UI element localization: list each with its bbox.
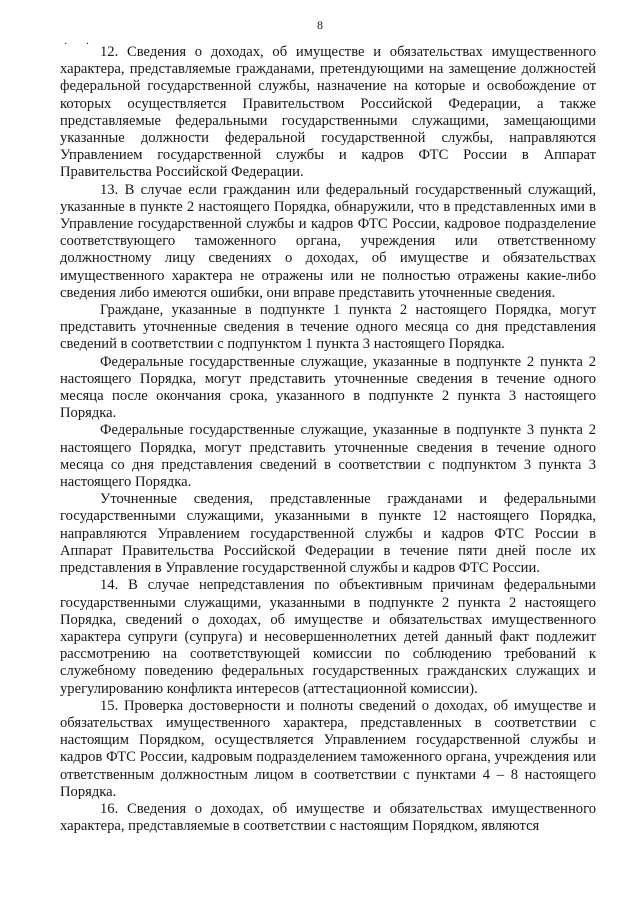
paragraph-13-clarified: Уточненные сведения, представленные гражданами и федеральными государственными служащими, указанными в пункте 12 настоящего Порядка, направляются Управлением государственной службы и кадров ФТС России в Аппарат Правительства Российской Федерации в течение пяти дней после их представления в Управление государственной службы и кадров ФТС России. <box>60 491 596 577</box>
paragraph-15: 15. Проверка достоверности и полноты сведений о доходах, об имуществе и обязательствах имущественного характера, представленных в соответствии с настоящим Порядком, осуществляется Управлением государственной службы и кадров ФТС России, кадровым подразделением таможенного органа, учреждения или ответственным должностным лицом в соответствии с пунктами 4 – 8 настоящего Порядка. <box>60 697 596 800</box>
paragraph-13-servants-sub2: Федеральные государственные служащие, указанные в подпункте 2 пункта 2 настоящего Порядка, могут представить уточненные сведения в течение одного месяца после окончания срока, указанного в подпункте 2 пункта 3 настоящего Порядка. <box>60 353 596 422</box>
paragraph-13-servants-sub3: Федеральные государственные служащие, указанные в подпункте 3 пункта 2 настоящего Порядка, могут представить уточненные сведения в течение одного месяца со дня представления сведений в соответствии с подпунктом 3 пункта 3 настоящего Порядка. <box>60 422 596 491</box>
paragraph-13-citizens: Граждане, указанные в подпункте 1 пункта 2 настоящего Порядка, могут представить уточненные сведения в течение одного месяца со дня представления сведений в соответствии с подпунктом 1 пункта 3 настоящего Порядка. <box>60 302 596 353</box>
paragraph-14: 14. В случае непредставления по объективным причинам федеральными государственными служащими, указанными в подпункте 2 пункта 2 настоящего Порядка, сведений о доходах, об имуществе и обязательствах имущественного характера супруги (супруга) и несовершеннолетних детей данный факт подлежит рассмотрению на соответствующей комиссии по соблюдению требований к служебному поведению федеральных государственных гражданских служащих и урегулированию конфликта интересов (аттестационной комиссии). <box>60 577 596 697</box>
paragraph-16: 16. Сведения о доходах, об имуществе и обязательствах имущественного характера, представляемые в соответствии с настоящим Порядком, являются <box>60 800 596 835</box>
page-number: 8 <box>317 18 323 32</box>
paragraph-12: 12. Сведения о доходах, об имуществе и обязательствах имущественного характера, представляемые гражданами, претендующими на замещение должностей федеральной государственной службы, назначение на которые и освобождение от которых осуществляется Правительством Российской Федерации, а также представляемые федеральными государственными служащими, замещающими указанные должности федеральной государственной службы, направляются Управлением государственной службы и кадров ФТС России в Аппарат Правительства Российской Федерации. <box>60 44 596 181</box>
paragraph-13: 13. В случае если гражданин или федеральный государственный служащий, указанные в пункте 2 настоящего Порядка, обнаружили, что в представленных ими в Управление государственной службы и кадров ФТС России, кадровое подразделение соответствующего таможенного органа, учреждения или ответственному должностному лицу сведениях о доходах, об имуществе и обязательствах имущественного характера не отражены или не полностью отражены какие-либо сведения либо имеются ошибки, они вправе представить уточненные сведения. <box>60 181 596 301</box>
scan-marks: · · <box>64 39 98 50</box>
document-body <box>60 44 596 835</box>
